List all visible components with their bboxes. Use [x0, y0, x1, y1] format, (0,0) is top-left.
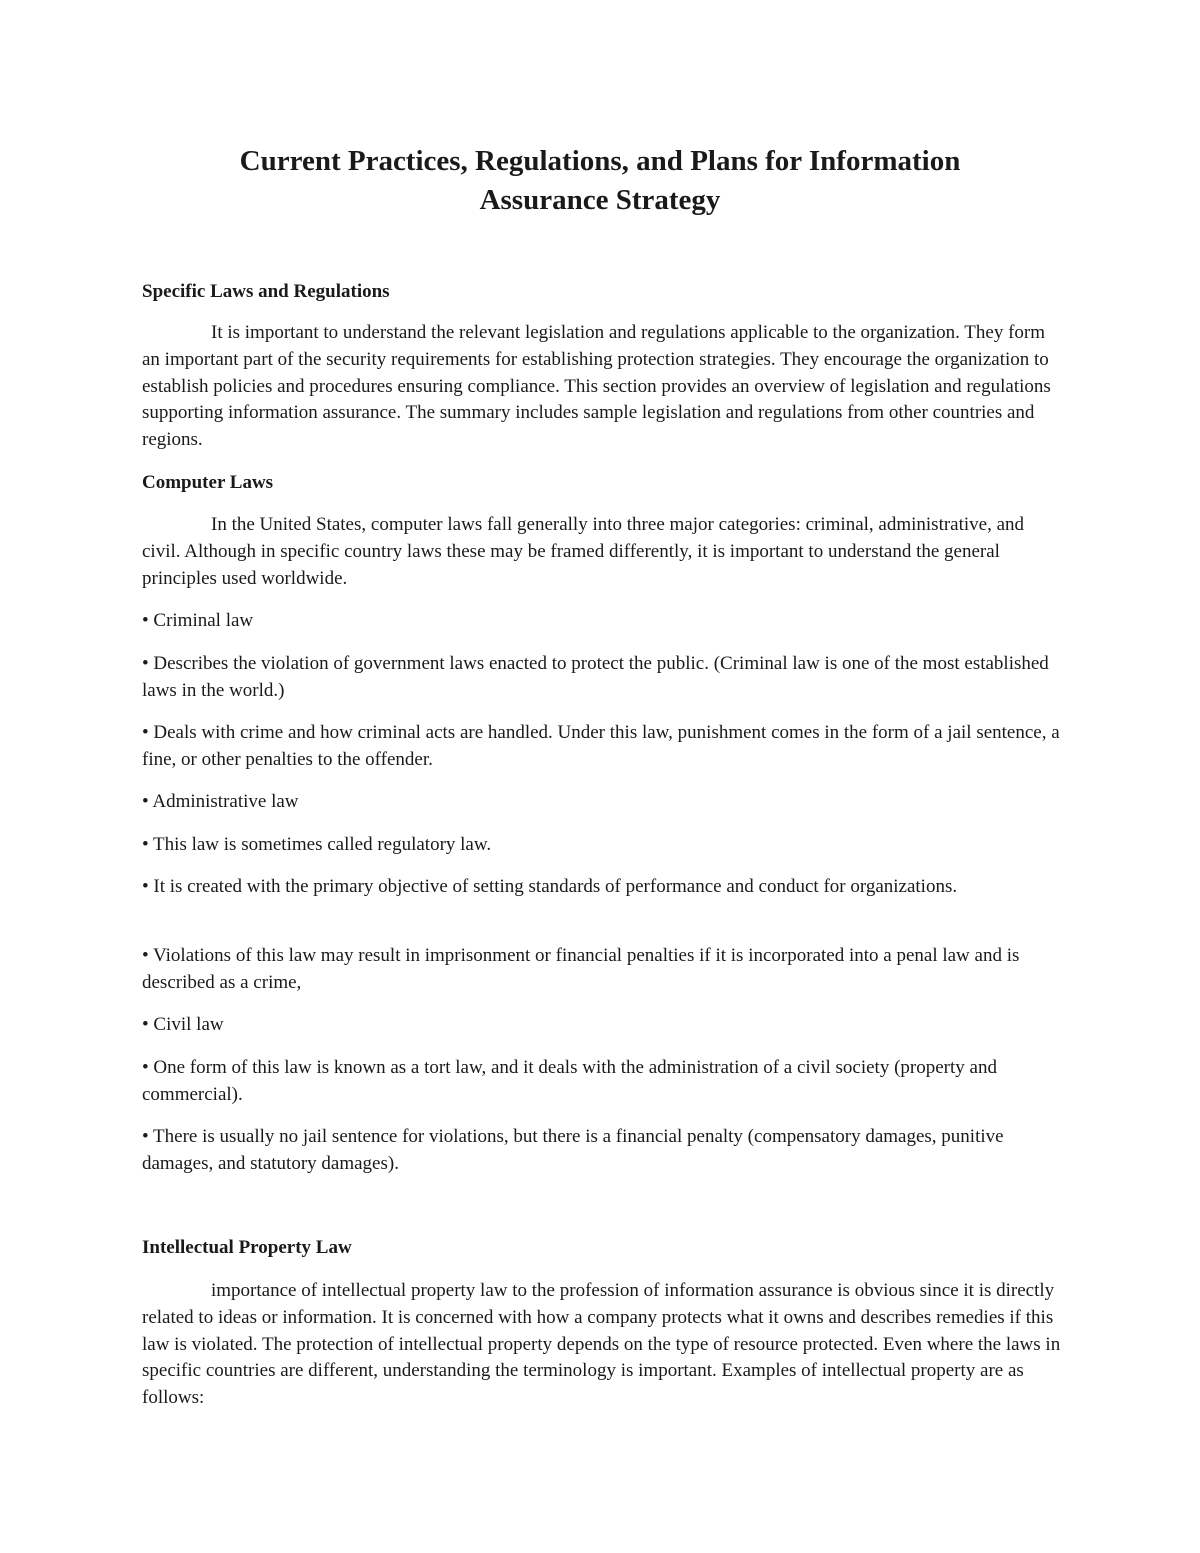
bullet-item: • Violations of this law may result in imprisonment or financial penalties if it is incorporated into a penal law and is described as a crime, [142, 945, 1020, 993]
document-title [150, 142, 1050, 220]
bullet-item: • There is usually no jail sentence for violations, but there is a financial penalty (compensatory damages, punitive damages, and statutory damages). [142, 1126, 1004, 1174]
bullet-item: • It is created with the primary objective of setting standards of performance and conduct for organizations. [142, 876, 958, 897]
bullet-item: • One form of this law is known as a tort law, and it deals with the administration of a civil society (property and commercial). [142, 1057, 997, 1105]
paragraph-computer-laws: In the United States, computer laws fall generally into three major categories: criminal, administrative, and civil. Although in specific country laws these may be framed differently, it is important to understand the general principles used worldwide. [142, 514, 1025, 589]
heading-computer-laws: Computer Laws [142, 472, 274, 493]
bullet-item: • Administrative law [142, 791, 299, 812]
paragraph-intellectual-property-law: importance of intellectual property law to the profession of information assurance is obvious since it is directly related to ideas or information. It is concerned with how a company protects what it owns and describes remedies if this law is violated. The protection of intellectual property depends on the type of resource protected. Even where the laws in specific countries are different, understanding the terminology is important. Examples of intellectual property are as follows: [142, 1280, 1061, 1409]
heading-intellectual-property-law: Intellectual Property Law [142, 1237, 352, 1258]
bullet-item: • Criminal law [142, 610, 254, 631]
bullet-item: • Describes the violation of government laws enacted to protect the public. (Criminal law is one of the most established laws in the world.) [142, 653, 1049, 701]
title-line-2: Assurance Strategy [479, 184, 721, 216]
title-line-1: Current Practices, Regulations, and Plans for Information [239, 145, 961, 177]
bullet-item: • Deals with crime and how criminal acts are handled. Under this law, punishment comes in the form of a jail sentence, a fine, or other penalties to the offender. [142, 722, 1060, 770]
heading-specific-laws: Specific Laws and Regulations [142, 281, 390, 302]
bullet-item: • Civil law [142, 1014, 224, 1035]
paragraph-specific-laws: It is important to understand the relevant legislation and regulations applicable to the organization. They form an important part of the security requirements for establishing protection strategies. They encourage the organization to establish policies and procedures ensuring compliance. This section provides an overview of legislation and regulations supporting information assurance. The summary includes sample legislation and regulations from other countries and regions. [142, 322, 1051, 451]
bullet-item: • This law is sometimes called regulatory law. [142, 834, 492, 855]
